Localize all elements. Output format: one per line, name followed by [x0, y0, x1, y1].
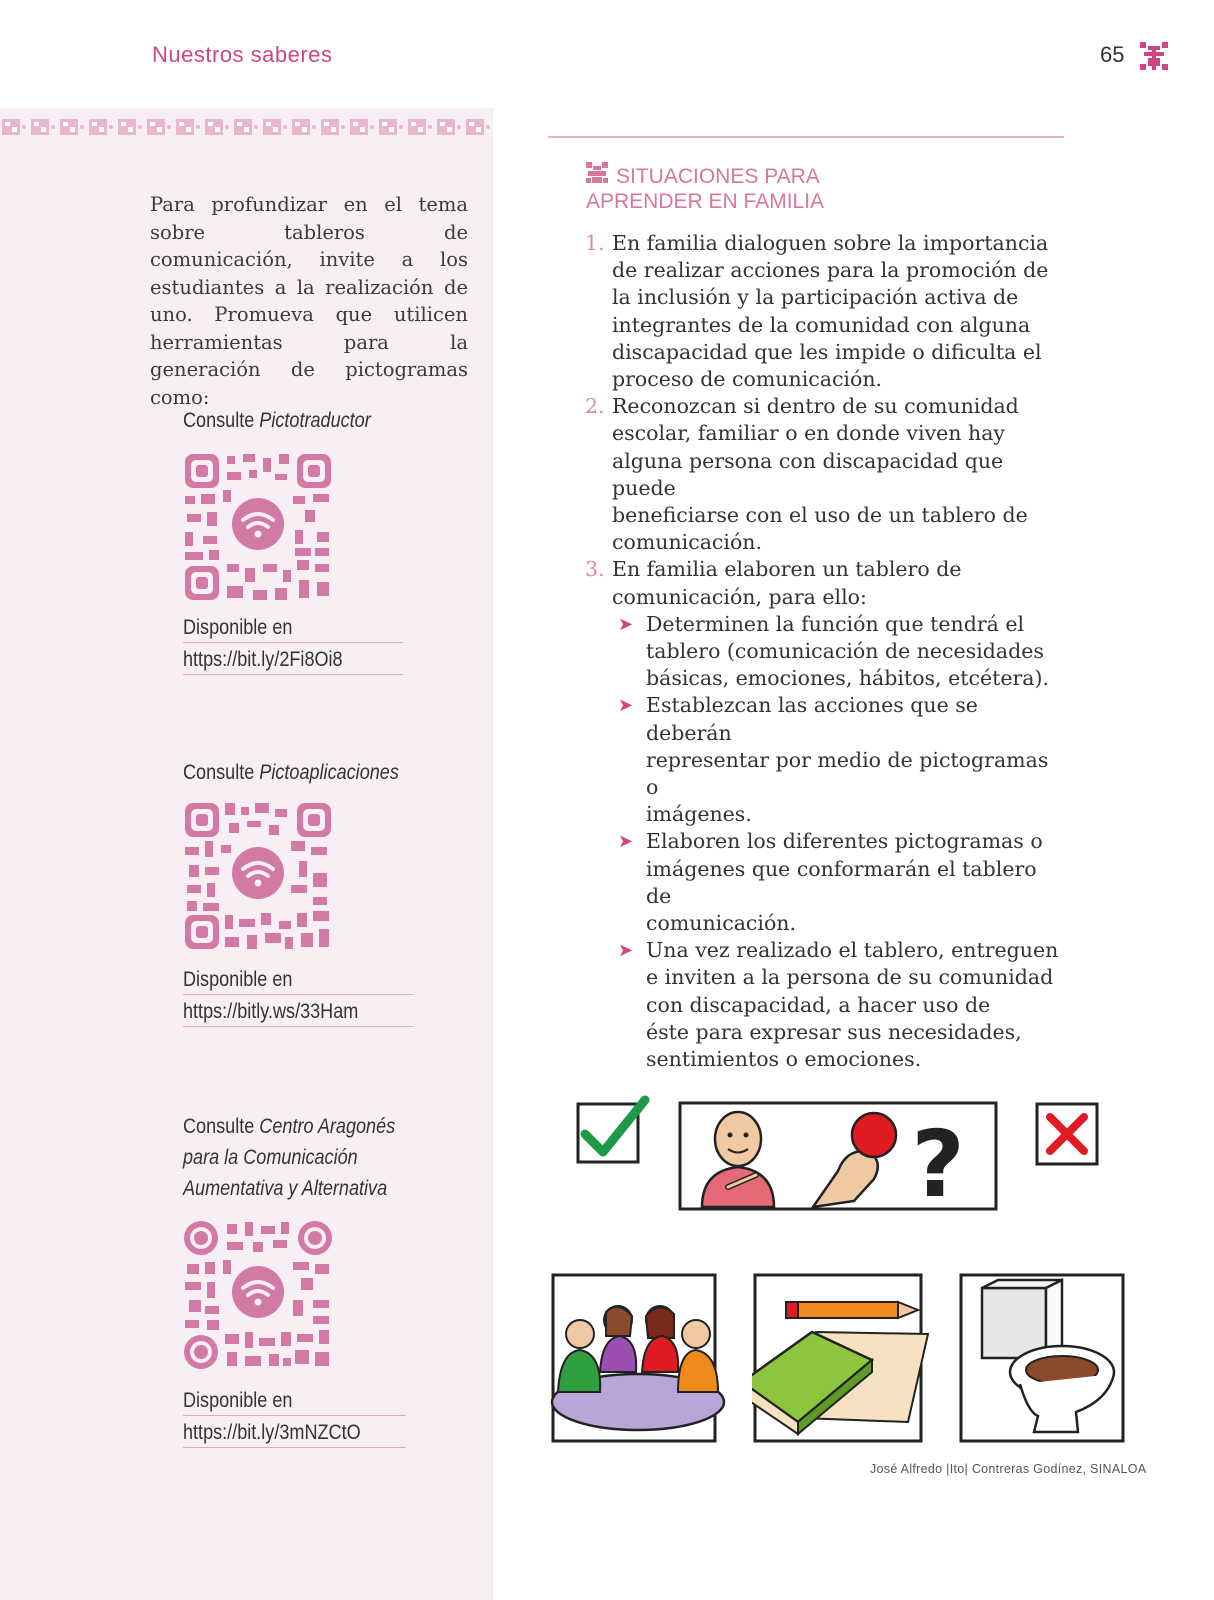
arrow-bullet-icon: ➤: [618, 940, 634, 962]
underline: [183, 1415, 406, 1416]
available-label: Disponible en: [183, 1389, 293, 1412]
resource-title-line: para la Comunicación: [183, 1146, 358, 1169]
resource-prefix: Consulte: [183, 409, 255, 432]
toilet-pictogram-icon: [958, 1272, 1126, 1444]
activity-steps: [585, 230, 1065, 1073]
checkmark-icon: [575, 1094, 651, 1166]
arrow-bullet-icon: ➤: [618, 831, 634, 853]
book-pencil-pictogram-icon: [752, 1272, 934, 1444]
resource-prefix: Consulte: [183, 1115, 255, 1138]
resource-url-link[interactable]: https://bitly.ws/33Ham: [183, 1000, 359, 1023]
resource-title: [183, 757, 399, 788]
resource-url-link[interactable]: https://bit.ly/2Fi8Oi8: [183, 648, 343, 671]
arrow-bullet-icon: ➤: [618, 613, 634, 635]
underline: [183, 642, 403, 643]
list-item: ➤ Establezcan las acciones que se deberán representar por medio de pictogramas o imágenes.: [618, 693, 1049, 827]
resource-url-link[interactable]: https://bit.ly/3mNZCtO: [183, 1421, 361, 1444]
underline: [183, 674, 403, 675]
decorative-border-icon: [0, 116, 493, 138]
resource-title: [183, 1111, 395, 1142]
sub-list: [612, 611, 1065, 1073]
resource-prefix: Consulte: [183, 761, 255, 784]
divider: [548, 136, 1064, 138]
resource-name: Pictoaplicaciones: [259, 761, 399, 784]
underline: [183, 1447, 406, 1448]
list-item: 3. En familia elaboren un tablero de comunicación, para ello: ➤ Determinen la función que tendrá el tablero (comunicación de necesidades básicas, emociones, hábitos, etcétera). ➤ Establezcan las acciones que se deberán representar por medio de pictogramas o imágenes. ➤ Elaboren los diferentes pictogramas o imágenes que conformarán el tablero de comunicación. ➤ Una vez realizado el tablero, entreguen e inviten a la persona de su comunidad con discapacidad, a hacer uso de éste para expresar sus necesidades, sentimientos o emociones.: [585, 556, 1065, 1073]
illustration-credit: José Alfredo |Ito| Contreras Godínez, SINALOA: [870, 1462, 1147, 1476]
ornament-glyph-icon: [1136, 38, 1172, 74]
arrow-bullet-icon: ➤: [618, 695, 634, 717]
list-item: ➤ Una vez realizado el tablero, entreguen e inviten a la persona de su comunidad con discapacidad, a hacer uso de éste para expresar sus necesidades, sentimientos o emociones.: [618, 938, 1059, 1072]
resource-name: Centro Aragonés: [259, 1115, 396, 1138]
list-item: ➤ Determinen la función que tendrá el tablero (comunicación de necesidades básicas, emociones, hábitos, etcétera).: [618, 611, 1049, 691]
page-number: 65: [1100, 42, 1125, 67]
question-pictogram-icon: [678, 1101, 998, 1211]
intro-paragraph: Para profundizar en el tema sobre tableros de comunicación, invite a los estudiantes a la realización de uno. Promueva que utilicen herramientas para la generación de pictogramas como:: [150, 193, 468, 409]
underline: [183, 1026, 413, 1027]
activity-title: SITUACIONES PARA APRENDER EN FAMILIA: [586, 165, 825, 213]
list-item: 1. En familia dialoguen sobre la importancia de realizar acciones para la promoción de la inclusión y la participación activa de integrantes de la comunidad con alguna discapacidad que les impide o dificulta el proceso de comunicación.: [585, 231, 1049, 392]
qr-code-icon[interactable]: [183, 1220, 333, 1370]
group-conversation-pictogram-icon: [540, 1272, 735, 1444]
cross-icon: [1034, 1101, 1100, 1167]
qr-code-icon[interactable]: [183, 801, 333, 951]
available-label: Disponible en: [183, 616, 293, 639]
available-label: Disponible en: [183, 968, 293, 991]
resource-title: [183, 405, 371, 436]
qr-code-icon[interactable]: [183, 452, 333, 602]
section-label: Nuestros saberes: [152, 42, 333, 67]
resource-name: Pictotraductor: [259, 409, 371, 432]
list-item: 2. Reconozcan si dentro de su comunidad escolar, familiar o en donde viven hay alguna persona con discapacidad que puede beneficiarse con el uso de un tablero de comunicación.: [585, 394, 1028, 555]
list-item: ➤ Elaboren los diferentes pictogramas o imágenes que conformarán el tablero de comunicación.: [618, 829, 1043, 936]
question-mark: ?: [911, 1111, 965, 1211]
resource-title-line: Aumentativa y Alternativa: [183, 1177, 388, 1200]
underline: [183, 994, 413, 995]
